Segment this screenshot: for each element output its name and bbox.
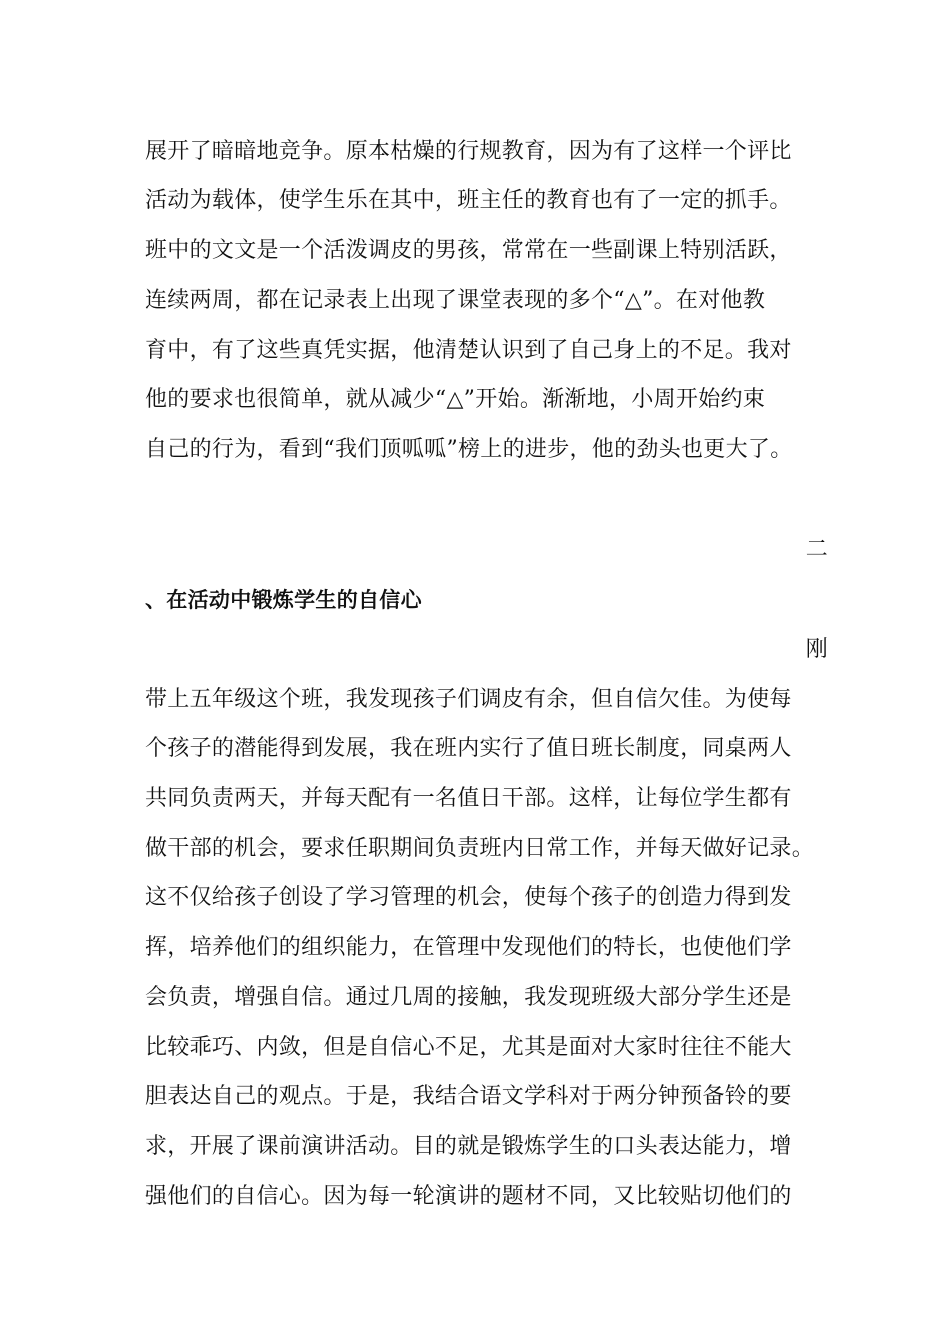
paragraph-line: 这不仅给孩子创设了学习管理的机会，使每个孩子的创造力得到发: [145, 885, 792, 910]
paragraph-line: 做干部的机会，要求任职期间负责班内日常工作，并每天做好记录。: [145, 836, 815, 861]
paragraph-first-char: 刚: [805, 637, 828, 662]
paragraph-line: 挥，培养他们的组织能力，在管理中发现他们的特长，也使他们学: [145, 935, 792, 960]
paragraph-line: 活动为载体，使学生乐在其中，班主任的教育也有了一定的抓手。: [145, 188, 792, 213]
paragraph-line: 胆表达自己的观点。于是，我结合语文学科对于两分钟预备铃的要: [145, 1084, 792, 1109]
paragraph-line: 共同负责两天，并每天配有一名值日干部。这样，让每位学生都有: [145, 786, 792, 811]
paragraph-line: 班中的文文是一个活泼调皮的男孩，常常在一些副课上特别活跃，: [145, 238, 792, 263]
paragraph-line: 带上五年级这个班，我发现孩子们调皮有余，但自信欠佳。为使每: [145, 687, 792, 712]
section-number: 二: [805, 537, 828, 562]
section-heading: 、在活动中锻炼学生的自信心: [145, 588, 422, 612]
paragraph-line: 连续两周，都在记录表上出现了课堂表现的多个“△”。在对他教: [145, 288, 766, 313]
paragraph-line: 比较乖巧、内敛，但是自信心不足，尤其是面对大家时往往不能大: [145, 1035, 792, 1060]
paragraph-line: 自己的行为，看到“我们顶呱呱”榜上的进步，他的劲头也更大了。: [145, 437, 793, 462]
paragraph-line: 会负责，增强自信。通过几周的接触，我发现班级大部分学生还是: [145, 985, 792, 1010]
paragraph-line: 个孩子的潜能得到发展，我在班内实行了值日班长制度，同桌两人: [145, 736, 792, 761]
paragraph-line: 育中，有了这些真凭实据，他清楚认识到了自己身上的不足。我对: [145, 338, 792, 363]
paragraph-line: 展开了暗暗地竞争。原本枯燥的行规教育，因为有了这样一个评比: [145, 139, 792, 164]
paragraph-line: 他的要求也很简单，就从减少“△”开始。渐渐地，小周开始约束: [145, 387, 766, 412]
paragraph-line: 强他们的自信心。因为每一轮演讲的题材不同，又比较贴切他们的: [145, 1184, 792, 1209]
paragraph-line: 求，开展了课前演讲活动。目的就是锻炼学生的口头表达能力，增: [145, 1134, 792, 1159]
